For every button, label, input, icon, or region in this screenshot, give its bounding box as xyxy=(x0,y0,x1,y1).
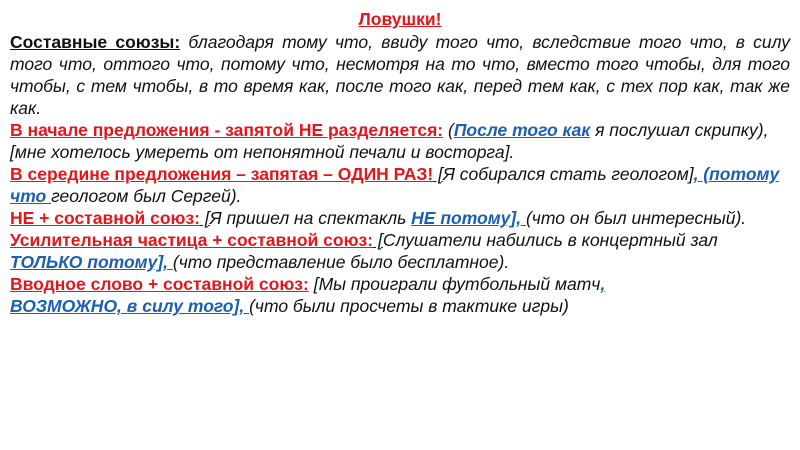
intro-label: Составные союзы: xyxy=(10,32,181,52)
rule-1-conjunction: После того как xyxy=(453,120,591,140)
rule-3-paragraph xyxy=(10,207,790,229)
rule-3-bracket: [ xyxy=(200,208,210,228)
rule-4-label: Усилительная частица + составной союз: xyxy=(10,230,374,250)
intro-text: благодаря тому что, ввиду того что, вследствие того что, в силу того что, оттого что, потому что, несмотря на то что, вместо того чтобы, для того чтобы, с тем чтобы, в то время как, после того как, перед тем как, с тех пор как, так же как. xyxy=(10,32,790,118)
rule-2-paragraph xyxy=(10,163,790,207)
rule-3-example-main: Я пришел на спектакль xyxy=(209,208,412,228)
intro-paragraph xyxy=(10,31,790,119)
rule-3-label: НЕ + составной союз: xyxy=(10,208,201,228)
rule-5-bracket: [ xyxy=(308,274,319,294)
rule-4-conjunction: ТОЛЬКО потому], xyxy=(10,252,173,272)
rule-4-paragraph xyxy=(10,229,790,273)
rule-4-bracket: [ xyxy=(373,230,383,250)
rule-1-label: В начале предложения - запятой НЕ разделяется: xyxy=(10,120,444,140)
rule-2-example-sub: геологом был Сергей). xyxy=(51,186,242,206)
rule-5-comma: , xyxy=(600,274,606,294)
rule-5-example-main: Мы проиграли футбольный матч xyxy=(318,274,601,294)
rule-1-open: ( xyxy=(443,120,454,140)
rule-5-paragraph xyxy=(10,273,790,317)
rule-2-example-main: Я собирался стать геологом] xyxy=(442,164,694,184)
rule-5-label: Вводное слово + составной союз: xyxy=(10,274,309,294)
rule-1-example: я послушал скрипку), [мне хотелось умереть от непонятной печали и восторга]. xyxy=(10,120,769,162)
rule-2-label: В середине предложения – запятая – ОДИН РАЗ! xyxy=(10,164,434,184)
rule-4-example-main: Слушатели набились в концертный зал xyxy=(382,230,718,250)
rule-4-example-sub: (что представление было бесплатное). xyxy=(172,252,510,272)
rule-5-conjunction: ВОЗМОЖНО, в силу того], xyxy=(10,296,250,316)
slide-title: Ловушки! xyxy=(358,9,442,29)
rule-1-paragraph xyxy=(10,119,790,163)
rule-5-example-sub: (что были просчеты в тактике игры) xyxy=(249,296,569,316)
rule-2-bracket: [ xyxy=(433,164,443,184)
rule-3-conjunction: НЕ потому], xyxy=(411,208,526,228)
rule-2-conjunction: , (потому что xyxy=(10,164,780,206)
rule-3-example-sub: (что он был интересный). xyxy=(525,208,747,228)
